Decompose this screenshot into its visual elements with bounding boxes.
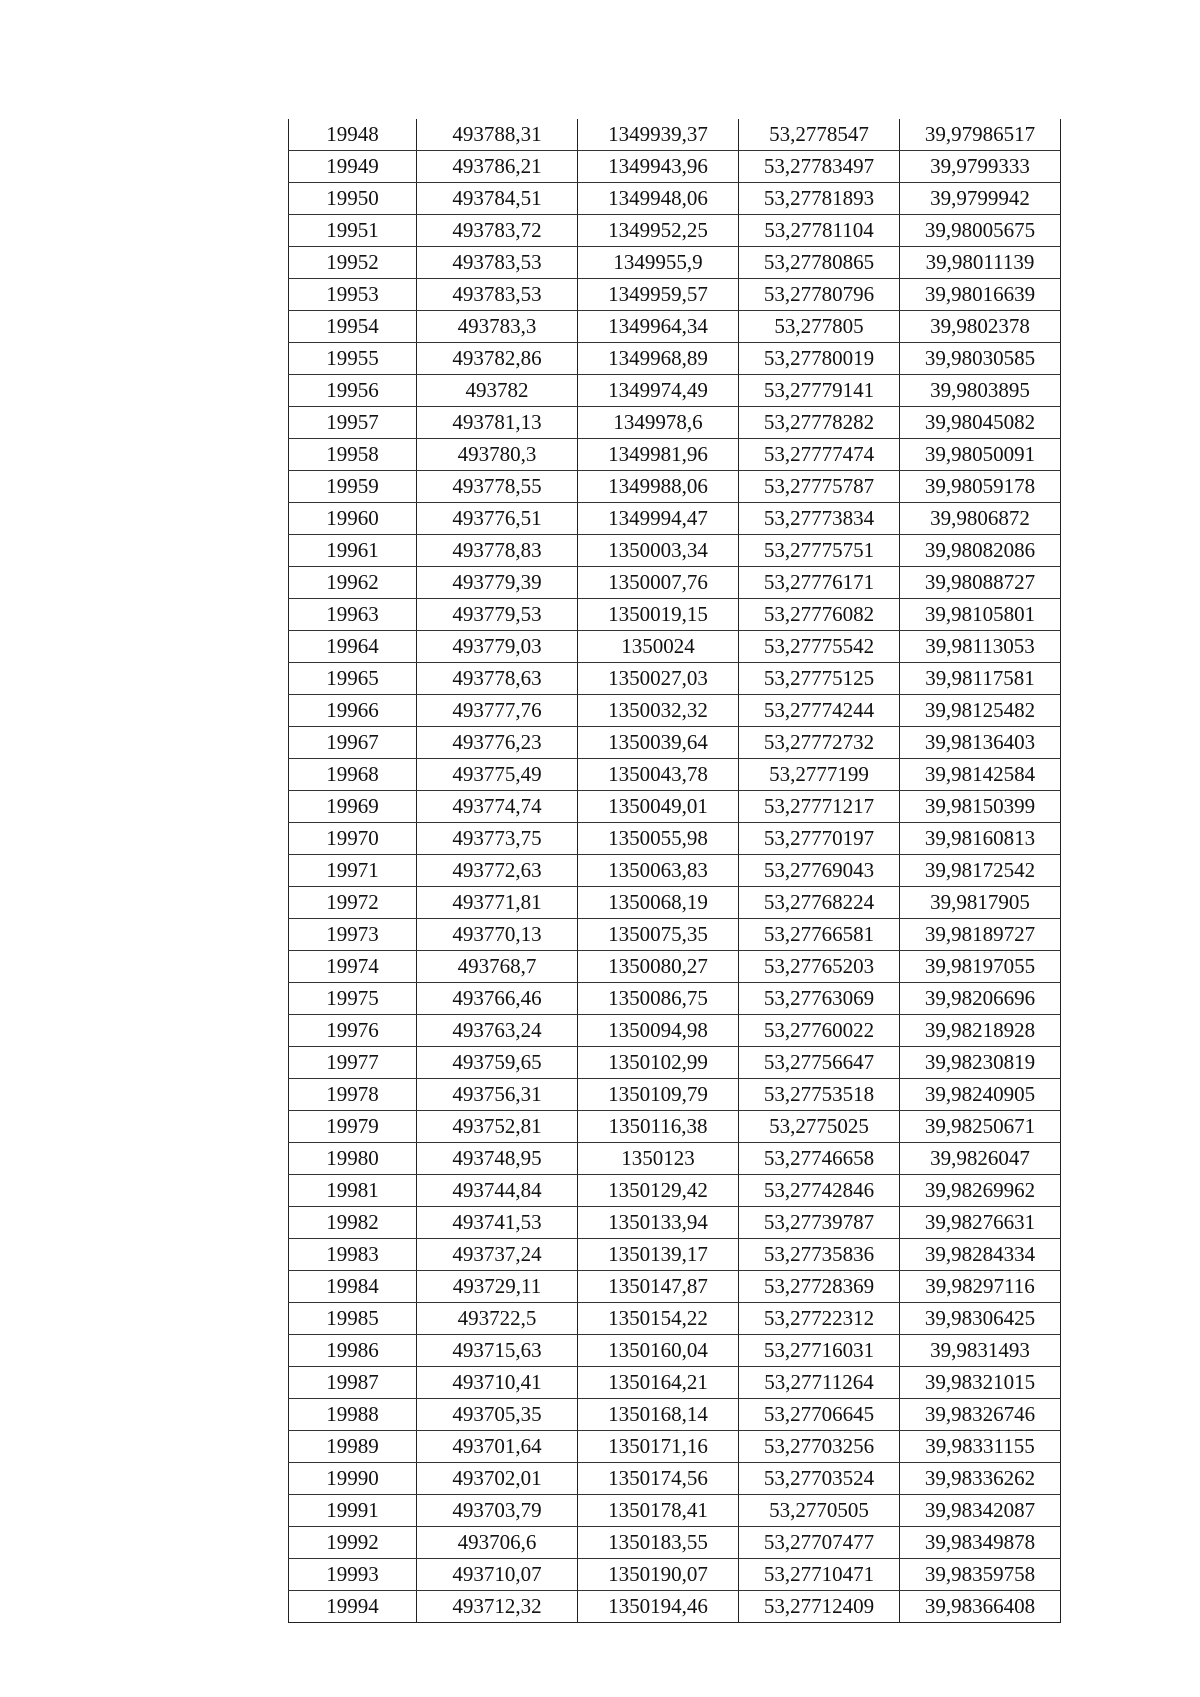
x-coordinate-cell: 493776,51 (417, 503, 578, 535)
longitude-cell: 39,98189727 (900, 919, 1061, 951)
x-coordinate-cell: 493744,84 (417, 1175, 578, 1207)
y-coordinate-cell: 1350183,55 (578, 1527, 739, 1559)
point-number-cell: 19962 (289, 567, 417, 599)
latitude-cell: 53,27706645 (739, 1399, 900, 1431)
y-coordinate-cell: 1350178,41 (578, 1495, 739, 1527)
table-row (289, 407, 1061, 439)
y-coordinate-cell: 1349955,9 (578, 247, 739, 279)
longitude-cell: 39,98197055 (900, 951, 1061, 983)
y-coordinate-cell: 1350109,79 (578, 1079, 739, 1111)
point-number-cell: 19963 (289, 599, 417, 631)
table-row (289, 1047, 1061, 1079)
table-row (289, 1079, 1061, 1111)
x-coordinate-cell: 493741,53 (417, 1207, 578, 1239)
point-number-cell: 19984 (289, 1271, 417, 1303)
table-row (289, 1207, 1061, 1239)
latitude-cell: 53,27776082 (739, 599, 900, 631)
point-number-cell: 19992 (289, 1527, 417, 1559)
latitude-cell: 53,27766581 (739, 919, 900, 951)
y-coordinate-cell: 1350123 (578, 1143, 739, 1175)
table-row (289, 983, 1061, 1015)
longitude-cell: 39,98136403 (900, 727, 1061, 759)
y-coordinate-cell: 1349952,25 (578, 215, 739, 247)
x-coordinate-cell: 493788,31 (417, 119, 578, 151)
y-coordinate-cell: 1350063,83 (578, 855, 739, 887)
point-number-cell: 19975 (289, 983, 417, 1015)
x-coordinate-cell: 493756,31 (417, 1079, 578, 1111)
longitude-cell: 39,98342087 (900, 1495, 1061, 1527)
latitude-cell: 53,27778282 (739, 407, 900, 439)
point-number-cell: 19953 (289, 279, 417, 311)
x-coordinate-cell: 493712,32 (417, 1591, 578, 1623)
table-row (289, 631, 1061, 663)
point-number-cell: 19990 (289, 1463, 417, 1495)
x-coordinate-cell: 493783,53 (417, 279, 578, 311)
x-coordinate-cell: 493783,72 (417, 215, 578, 247)
longitude-cell: 39,9831493 (900, 1335, 1061, 1367)
latitude-cell: 53,27712409 (739, 1591, 900, 1623)
y-coordinate-cell: 1349948,06 (578, 183, 739, 215)
table-row (289, 823, 1061, 855)
table-row (289, 663, 1061, 695)
point-number-cell: 19989 (289, 1431, 417, 1463)
table-row (289, 535, 1061, 567)
latitude-cell: 53,27774244 (739, 695, 900, 727)
latitude-cell: 53,27765203 (739, 951, 900, 983)
table-row (289, 1239, 1061, 1271)
latitude-cell: 53,27746658 (739, 1143, 900, 1175)
point-number-cell: 19977 (289, 1047, 417, 1079)
latitude-cell: 53,27768224 (739, 887, 900, 919)
longitude-cell: 39,9802378 (900, 311, 1061, 343)
point-number-cell: 19979 (289, 1111, 417, 1143)
table-row (289, 1143, 1061, 1175)
latitude-cell: 53,27716031 (739, 1335, 900, 1367)
point-number-cell: 19954 (289, 311, 417, 343)
table-row (289, 695, 1061, 727)
point-number-cell: 19948 (289, 119, 417, 151)
x-coordinate-cell: 493777,76 (417, 695, 578, 727)
x-coordinate-cell: 493710,07 (417, 1559, 578, 1591)
table-row (289, 1559, 1061, 1591)
point-number-cell: 19973 (289, 919, 417, 951)
longitude-cell: 39,98297116 (900, 1271, 1061, 1303)
longitude-cell: 39,9799942 (900, 183, 1061, 215)
latitude-cell: 53,2770505 (739, 1495, 900, 1527)
x-coordinate-cell: 493780,3 (417, 439, 578, 471)
longitude-cell: 39,98269962 (900, 1175, 1061, 1207)
table-row (289, 1495, 1061, 1527)
table-row (289, 503, 1061, 535)
x-coordinate-cell: 493784,51 (417, 183, 578, 215)
longitude-cell: 39,98113053 (900, 631, 1061, 663)
point-number-cell: 19972 (289, 887, 417, 919)
longitude-cell: 39,98284334 (900, 1239, 1061, 1271)
longitude-cell: 39,98088727 (900, 567, 1061, 599)
point-number-cell: 19965 (289, 663, 417, 695)
table-row (289, 1527, 1061, 1559)
longitude-cell: 39,98349878 (900, 1527, 1061, 1559)
point-number-cell: 19980 (289, 1143, 417, 1175)
y-coordinate-cell: 1349959,57 (578, 279, 739, 311)
y-coordinate-cell: 1349939,37 (578, 119, 739, 151)
point-number-cell: 19951 (289, 215, 417, 247)
table-row (289, 1431, 1061, 1463)
x-coordinate-cell: 493782 (417, 375, 578, 407)
point-number-cell: 19956 (289, 375, 417, 407)
table-row (289, 151, 1061, 183)
table-row (289, 279, 1061, 311)
y-coordinate-cell: 1350174,56 (578, 1463, 739, 1495)
y-coordinate-cell: 1350129,42 (578, 1175, 739, 1207)
x-coordinate-cell: 493722,5 (417, 1303, 578, 1335)
longitude-cell: 39,98005675 (900, 215, 1061, 247)
latitude-cell: 53,2778547 (739, 119, 900, 151)
y-coordinate-cell: 1350102,99 (578, 1047, 739, 1079)
latitude-cell: 53,27703256 (739, 1431, 900, 1463)
table-row (289, 1399, 1061, 1431)
longitude-cell: 39,98011139 (900, 247, 1061, 279)
point-number-cell: 19949 (289, 151, 417, 183)
x-coordinate-cell: 493782,86 (417, 343, 578, 375)
longitude-cell: 39,98240905 (900, 1079, 1061, 1111)
y-coordinate-cell: 1350133,94 (578, 1207, 739, 1239)
longitude-cell: 39,98206696 (900, 983, 1061, 1015)
point-number-cell: 19987 (289, 1367, 417, 1399)
latitude-cell: 53,27735836 (739, 1239, 900, 1271)
latitude-cell: 53,27775787 (739, 471, 900, 503)
y-coordinate-cell: 1350055,98 (578, 823, 739, 855)
table-row (289, 1367, 1061, 1399)
latitude-cell: 53,27769043 (739, 855, 900, 887)
table-row (289, 855, 1061, 887)
latitude-cell: 53,277805 (739, 311, 900, 343)
latitude-cell: 53,27775751 (739, 535, 900, 567)
latitude-cell: 53,2775025 (739, 1111, 900, 1143)
point-number-cell: 19950 (289, 183, 417, 215)
x-coordinate-cell: 493783,3 (417, 311, 578, 343)
latitude-cell: 53,27728369 (739, 1271, 900, 1303)
x-coordinate-cell: 493778,83 (417, 535, 578, 567)
y-coordinate-cell: 1349988,06 (578, 471, 739, 503)
longitude-cell: 39,9803895 (900, 375, 1061, 407)
point-number-cell: 19968 (289, 759, 417, 791)
longitude-cell: 39,98105801 (900, 599, 1061, 631)
x-coordinate-cell: 493779,03 (417, 631, 578, 663)
x-coordinate-cell: 493779,53 (417, 599, 578, 631)
longitude-cell: 39,98230819 (900, 1047, 1061, 1079)
table-row (289, 1591, 1061, 1623)
table-row (289, 887, 1061, 919)
latitude-cell: 53,27742846 (739, 1175, 900, 1207)
x-coordinate-cell: 493772,63 (417, 855, 578, 887)
point-number-cell: 19976 (289, 1015, 417, 1047)
table-row (289, 919, 1061, 951)
longitude-cell: 39,98250671 (900, 1111, 1061, 1143)
latitude-cell: 53,27783497 (739, 151, 900, 183)
point-number-cell: 19959 (289, 471, 417, 503)
x-coordinate-cell: 493715,63 (417, 1335, 578, 1367)
table-row (289, 791, 1061, 823)
longitude-cell: 39,98160813 (900, 823, 1061, 855)
longitude-cell: 39,98306425 (900, 1303, 1061, 1335)
y-coordinate-cell: 1349994,47 (578, 503, 739, 535)
y-coordinate-cell: 1350003,34 (578, 535, 739, 567)
y-coordinate-cell: 1349981,96 (578, 439, 739, 471)
y-coordinate-cell: 1350086,75 (578, 983, 739, 1015)
y-coordinate-cell: 1350039,64 (578, 727, 739, 759)
x-coordinate-cell: 493737,24 (417, 1239, 578, 1271)
coordinates-table (288, 119, 1061, 1623)
point-number-cell: 19971 (289, 855, 417, 887)
x-coordinate-cell: 493768,7 (417, 951, 578, 983)
latitude-cell: 53,27771217 (739, 791, 900, 823)
latitude-cell: 53,27770197 (739, 823, 900, 855)
x-coordinate-cell: 493703,79 (417, 1495, 578, 1527)
latitude-cell: 53,27763069 (739, 983, 900, 1015)
latitude-cell: 53,27711264 (739, 1367, 900, 1399)
latitude-cell: 53,27753518 (739, 1079, 900, 1111)
latitude-cell: 53,27775125 (739, 663, 900, 695)
y-coordinate-cell: 1350075,35 (578, 919, 739, 951)
latitude-cell: 53,2777199 (739, 759, 900, 791)
latitude-cell: 53,27722312 (739, 1303, 900, 1335)
x-coordinate-cell: 493763,24 (417, 1015, 578, 1047)
point-number-cell: 19985 (289, 1303, 417, 1335)
longitude-cell: 39,98321015 (900, 1367, 1061, 1399)
point-number-cell: 19988 (289, 1399, 417, 1431)
latitude-cell: 53,27773834 (739, 503, 900, 535)
x-coordinate-cell: 493748,95 (417, 1143, 578, 1175)
x-coordinate-cell: 493776,23 (417, 727, 578, 759)
x-coordinate-cell: 493766,46 (417, 983, 578, 1015)
x-coordinate-cell: 493706,6 (417, 1527, 578, 1559)
point-number-cell: 19952 (289, 247, 417, 279)
x-coordinate-cell: 493705,35 (417, 1399, 578, 1431)
x-coordinate-cell: 493779,39 (417, 567, 578, 599)
longitude-cell: 39,9806872 (900, 503, 1061, 535)
x-coordinate-cell: 493770,13 (417, 919, 578, 951)
y-coordinate-cell: 1350194,46 (578, 1591, 739, 1623)
point-number-cell: 19961 (289, 535, 417, 567)
longitude-cell: 39,98142584 (900, 759, 1061, 791)
latitude-cell: 53,27780019 (739, 343, 900, 375)
longitude-cell: 39,98030585 (900, 343, 1061, 375)
point-number-cell: 19994 (289, 1591, 417, 1623)
longitude-cell: 39,98276631 (900, 1207, 1061, 1239)
table-row (289, 247, 1061, 279)
point-number-cell: 19964 (289, 631, 417, 663)
point-number-cell: 19991 (289, 1495, 417, 1527)
latitude-cell: 53,27781104 (739, 215, 900, 247)
x-coordinate-cell: 493774,74 (417, 791, 578, 823)
longitude-cell: 39,98331155 (900, 1431, 1061, 1463)
y-coordinate-cell: 1350007,76 (578, 567, 739, 599)
point-number-cell: 19958 (289, 439, 417, 471)
latitude-cell: 53,27781893 (739, 183, 900, 215)
point-number-cell: 19982 (289, 1207, 417, 1239)
point-number-cell: 19981 (289, 1175, 417, 1207)
point-number-cell: 19970 (289, 823, 417, 855)
y-coordinate-cell: 1350043,78 (578, 759, 739, 791)
x-coordinate-cell: 493773,75 (417, 823, 578, 855)
table-row (289, 1335, 1061, 1367)
x-coordinate-cell: 493729,11 (417, 1271, 578, 1303)
table-row (289, 1175, 1061, 1207)
y-coordinate-cell: 1349978,6 (578, 407, 739, 439)
longitude-cell: 39,98172542 (900, 855, 1061, 887)
y-coordinate-cell: 1350164,21 (578, 1367, 739, 1399)
point-number-cell: 19983 (289, 1239, 417, 1271)
longitude-cell: 39,9799333 (900, 151, 1061, 183)
y-coordinate-cell: 1350049,01 (578, 791, 739, 823)
y-coordinate-cell: 1350190,07 (578, 1559, 739, 1591)
table-row (289, 439, 1061, 471)
y-coordinate-cell: 1350019,15 (578, 599, 739, 631)
y-coordinate-cell: 1350032,32 (578, 695, 739, 727)
x-coordinate-cell: 493752,81 (417, 1111, 578, 1143)
y-coordinate-cell: 1350024 (578, 631, 739, 663)
longitude-cell: 39,98125482 (900, 695, 1061, 727)
table-row (289, 215, 1061, 247)
y-coordinate-cell: 1350116,38 (578, 1111, 739, 1143)
x-coordinate-cell: 493702,01 (417, 1463, 578, 1495)
longitude-cell: 39,98016639 (900, 279, 1061, 311)
latitude-cell: 53,27775542 (739, 631, 900, 663)
table-row (289, 567, 1061, 599)
longitude-cell: 39,98082086 (900, 535, 1061, 567)
table-row (289, 311, 1061, 343)
longitude-cell: 39,9826047 (900, 1143, 1061, 1175)
x-coordinate-cell: 493786,21 (417, 151, 578, 183)
y-coordinate-cell: 1350080,27 (578, 951, 739, 983)
latitude-cell: 53,27756647 (739, 1047, 900, 1079)
point-number-cell: 19967 (289, 727, 417, 759)
x-coordinate-cell: 493778,55 (417, 471, 578, 503)
longitude-cell: 39,98050091 (900, 439, 1061, 471)
table-row (289, 599, 1061, 631)
longitude-cell: 39,98326746 (900, 1399, 1061, 1431)
table-row (289, 1463, 1061, 1495)
longitude-cell: 39,98045082 (900, 407, 1061, 439)
table-row (289, 375, 1061, 407)
point-number-cell: 19957 (289, 407, 417, 439)
table-row (289, 1303, 1061, 1335)
latitude-cell: 53,27707477 (739, 1527, 900, 1559)
latitude-cell: 53,27780865 (739, 247, 900, 279)
longitude-cell: 39,98366408 (900, 1591, 1061, 1623)
y-coordinate-cell: 1350168,14 (578, 1399, 739, 1431)
x-coordinate-cell: 493778,63 (417, 663, 578, 695)
longitude-cell: 39,98150399 (900, 791, 1061, 823)
point-number-cell: 19974 (289, 951, 417, 983)
coordinates-table-body (289, 119, 1061, 1623)
x-coordinate-cell: 493783,53 (417, 247, 578, 279)
table-row (289, 1015, 1061, 1047)
latitude-cell: 53,27780796 (739, 279, 900, 311)
latitude-cell: 53,27779141 (739, 375, 900, 407)
longitude-cell: 39,98336262 (900, 1463, 1061, 1495)
y-coordinate-cell: 1350154,22 (578, 1303, 739, 1335)
table-row (289, 119, 1061, 151)
table-row (289, 183, 1061, 215)
longitude-cell: 39,98359758 (900, 1559, 1061, 1591)
longitude-cell: 39,97986517 (900, 119, 1061, 151)
y-coordinate-cell: 1350094,98 (578, 1015, 739, 1047)
y-coordinate-cell: 1350027,03 (578, 663, 739, 695)
table-row (289, 1111, 1061, 1143)
y-coordinate-cell: 1350147,87 (578, 1271, 739, 1303)
point-number-cell: 19969 (289, 791, 417, 823)
table-row (289, 343, 1061, 375)
point-number-cell: 19978 (289, 1079, 417, 1111)
y-coordinate-cell: 1349943,96 (578, 151, 739, 183)
latitude-cell: 53,27703524 (739, 1463, 900, 1495)
table-row (289, 1271, 1061, 1303)
y-coordinate-cell: 1350171,16 (578, 1431, 739, 1463)
point-number-cell: 19993 (289, 1559, 417, 1591)
table-row (289, 951, 1061, 983)
x-coordinate-cell: 493781,13 (417, 407, 578, 439)
longitude-cell: 39,9817905 (900, 887, 1061, 919)
x-coordinate-cell: 493701,64 (417, 1431, 578, 1463)
longitude-cell: 39,98059178 (900, 471, 1061, 503)
point-number-cell: 19966 (289, 695, 417, 727)
y-coordinate-cell: 1349964,34 (578, 311, 739, 343)
latitude-cell: 53,27710471 (739, 1559, 900, 1591)
y-coordinate-cell: 1349974,49 (578, 375, 739, 407)
latitude-cell: 53,27772732 (739, 727, 900, 759)
point-number-cell: 19986 (289, 1335, 417, 1367)
table-row (289, 759, 1061, 791)
latitude-cell: 53,27776171 (739, 567, 900, 599)
latitude-cell: 53,27739787 (739, 1207, 900, 1239)
latitude-cell: 53,27777474 (739, 439, 900, 471)
x-coordinate-cell: 493771,81 (417, 887, 578, 919)
x-coordinate-cell: 493710,41 (417, 1367, 578, 1399)
table-row (289, 727, 1061, 759)
y-coordinate-cell: 1350068,19 (578, 887, 739, 919)
table-row (289, 471, 1061, 503)
x-coordinate-cell: 493759,65 (417, 1047, 578, 1079)
longitude-cell: 39,98218928 (900, 1015, 1061, 1047)
y-coordinate-cell: 1350139,17 (578, 1239, 739, 1271)
point-number-cell: 19960 (289, 503, 417, 535)
y-coordinate-cell: 1349968,89 (578, 343, 739, 375)
y-coordinate-cell: 1350160,04 (578, 1335, 739, 1367)
latitude-cell: 53,27760022 (739, 1015, 900, 1047)
x-coordinate-cell: 493775,49 (417, 759, 578, 791)
longitude-cell: 39,98117581 (900, 663, 1061, 695)
point-number-cell: 19955 (289, 343, 417, 375)
